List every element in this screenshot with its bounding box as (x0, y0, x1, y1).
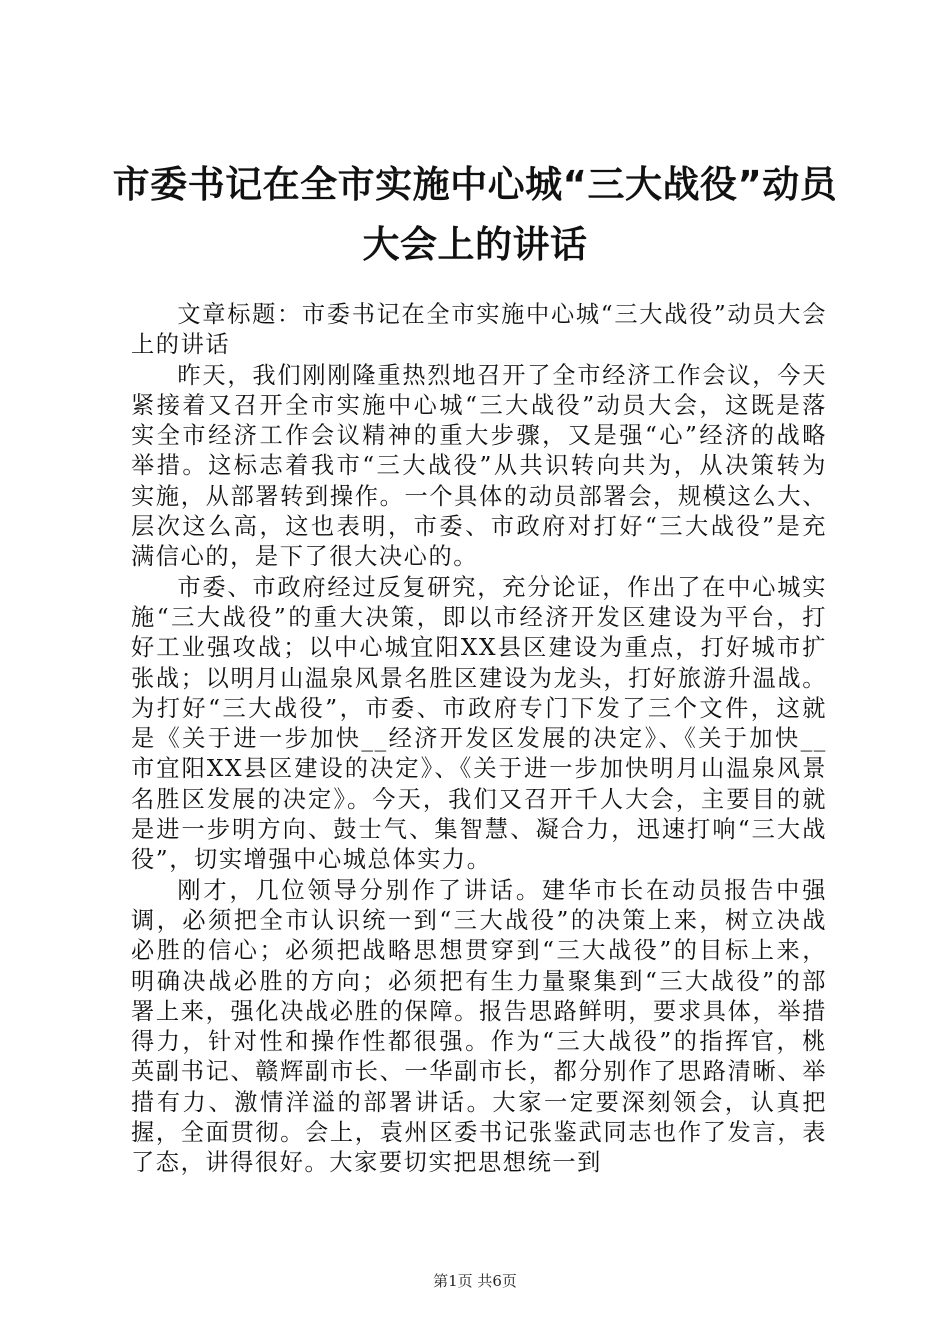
paragraph: 昨天，我们刚刚隆重热烈地召开了全市经济工作会议，今天紧接着又召开全市实施中心城“三大战役”动员大会，这既是落实全市经济工作会议精神的重大步骤，又是强“心”经济的战略举措。这标志着我市“三大战役”从共识转向共为，从决策转为实施，从部署转到操作。一个具体的动员部署会，规模这么大、层次这么高，这也表明，市委、市政府对打好“三大战役”是充满信心的，是下了很大决心的。 (131, 361, 827, 571)
document-body (131, 300, 827, 1179)
paragraph: 市委、市政府经过反复研究，充分论证，作出了在中心城实施“三大战役”的重大决策，即以市经济开发区建设为平台，打好工业强攻战；以中心城宜阳XX县区建设为重点，打好城市扩张战；以明月山温泉风景名胜区建设为龙头，打好旅游升温战。为打好“三大战役”，市委、市政府专门下发了三个文件，这就是《关于进一步加快__经济开发区发展的决定》、《关于加快__市宜阳XX县区建设的决定》、《关于进一步加快明月山温泉风景名胜区发展的决定》。今天，我们又召开千人大会，主要目的就是进一步明方向、鼓士气、集智慧、凝合力，迅速打响“三大战役”，切实增强中心城总体实力。 (131, 573, 827, 874)
paragraph: 刚才，几位领导分别作了讲话。建华市长在动员报告中强调，必须把全市认识统一到“三大战役”的决策上来，树立决战必胜的信心；必须把战略思想贯穿到“三大战役”的目标上来，明确决战必胜的方向；必须把有生力量聚集到“三大战役”的部署上来，强化决战必胜的保障。报告思路鲜明，要求具体，举措得力，针对性和操作性都很强。作为“三大战役”的指挥官，桃英副书记、赣辉副市长、一华副市长，都分别作了思路清晰、举措有力、激情洋溢的部署讲话。大家一定要深刻领会，认真把握，全面贯彻。会上，袁州区委书记张鉴武同志也作了发言，表了态，讲得很好。大家要切实把思想统一到 (131, 876, 827, 1177)
document-title-line-1: 市委书记在全市实施中心城“三大战役”动员 (112, 163, 838, 206)
document-title-line-2: 大会上的讲话 (362, 223, 588, 266)
page-number-footer: 第1页 共6页 (433, 1272, 517, 1290)
paragraph-article-title: 文章标题：市委书记在全市实施中心城“三大战役”动员大会上的讲话 (131, 301, 827, 359)
